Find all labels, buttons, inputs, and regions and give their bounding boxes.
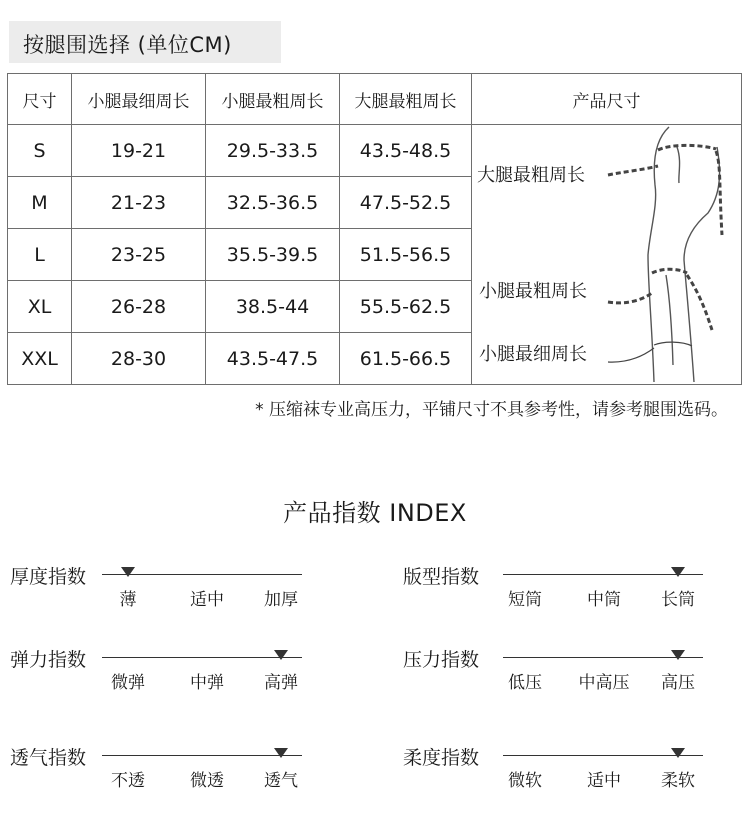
index-scale-line [102,755,302,756]
index-marker-icon [671,748,685,758]
cell-size: XL [8,281,72,333]
cell-calf-min: 21-23 [72,177,206,229]
header-size: 尺寸 [8,74,72,125]
cell-calf-max: 38.5-44 [206,281,340,333]
index-option: 中筒 [587,590,621,610]
index-option: 透气 [264,771,298,791]
title-banner [9,21,281,63]
leg-diagram [472,125,740,382]
index-label: 柔度指数 [403,747,480,769]
cell-size: L [8,229,72,281]
header-calf-max: 小腿最粗周长 [206,74,340,125]
cell-thigh-max: 47.5-52.5 [340,177,472,229]
index-option: 微透 [190,771,224,791]
cell-thigh-max: 61.5-66.5 [340,333,472,385]
header-thigh-max: 大腿最粗周长 [340,74,472,125]
index-option: 高压 [661,673,695,693]
cell-size: M [8,177,72,229]
cell-thigh-max: 51.5-56.5 [340,229,472,281]
table-row [8,125,742,177]
index-option: 微弹 [111,673,145,693]
cell-calf-max: 32.5-36.5 [206,177,340,229]
index-option: 加厚 [264,590,298,610]
cell-calf-max: 29.5-33.5 [206,125,340,177]
index-label: 弹力指数 [10,649,87,671]
index-scale-line [102,657,302,658]
index-label: 版型指数 [403,566,480,588]
index-thickness [10,562,320,622]
index-option: 中高压 [578,673,630,693]
index-option: 柔软 [661,771,695,791]
index-option: 短筒 [508,590,542,610]
index-marker-icon [671,567,685,577]
index-label: 透气指数 [10,747,87,769]
index-option: 微软 [508,771,542,791]
index-option: 适中 [190,590,224,610]
index-option: 薄 [119,590,137,610]
index-option: 适中 [587,771,621,791]
cell-calf-max: 43.5-47.5 [206,333,340,385]
index-label: 压力指数 [403,649,480,671]
cell-calf-min: 19-21 [72,125,206,177]
index-label: 厚度指数 [10,566,87,588]
label-thigh-max: 大腿最粗周长 [477,165,585,186]
cell-size: XXL [8,333,72,385]
index-marker-icon [274,650,288,660]
index-option: 不透 [111,771,145,791]
page-title: 按腿围选择 (单位CM) [23,33,232,57]
size-table [7,73,742,385]
cell-calf-min: 26-28 [72,281,206,333]
cell-size: S [8,125,72,177]
index-option: 低压 [508,673,542,693]
cell-calf-min: 28-30 [72,333,206,385]
cell-calf-max: 35.5-39.5 [206,229,340,281]
index-marker-icon [121,567,135,577]
leg-diagram-cell [472,125,742,385]
index-softness [403,743,713,803]
index-marker-icon [671,650,685,660]
index-fit [403,562,713,622]
index-title: 产品指数 INDEX [283,499,467,527]
index-option: 中弹 [190,673,224,693]
header-calf-min: 小腿最细周长 [72,74,206,125]
cell-thigh-max: 55.5-62.5 [340,281,472,333]
sizing-note: * 压缩袜专业高压力，平铺尺寸不具参考性，请参考腿围选码。 [255,400,728,420]
index-marker-icon [274,748,288,758]
label-calf-min: 小腿最细周长 [479,344,587,365]
index-breathability [10,743,320,803]
index-option: 高弹 [264,673,298,693]
header-product-size: 产品尺寸 [472,74,742,125]
cell-calf-min: 23-25 [72,229,206,281]
table-header-row [8,74,742,125]
cell-thigh-max: 43.5-48.5 [340,125,472,177]
label-calf-max: 小腿最粗周长 [479,281,587,302]
index-option: 长筒 [661,590,695,610]
index-pressure [403,645,713,705]
index-elasticity [10,645,320,705]
